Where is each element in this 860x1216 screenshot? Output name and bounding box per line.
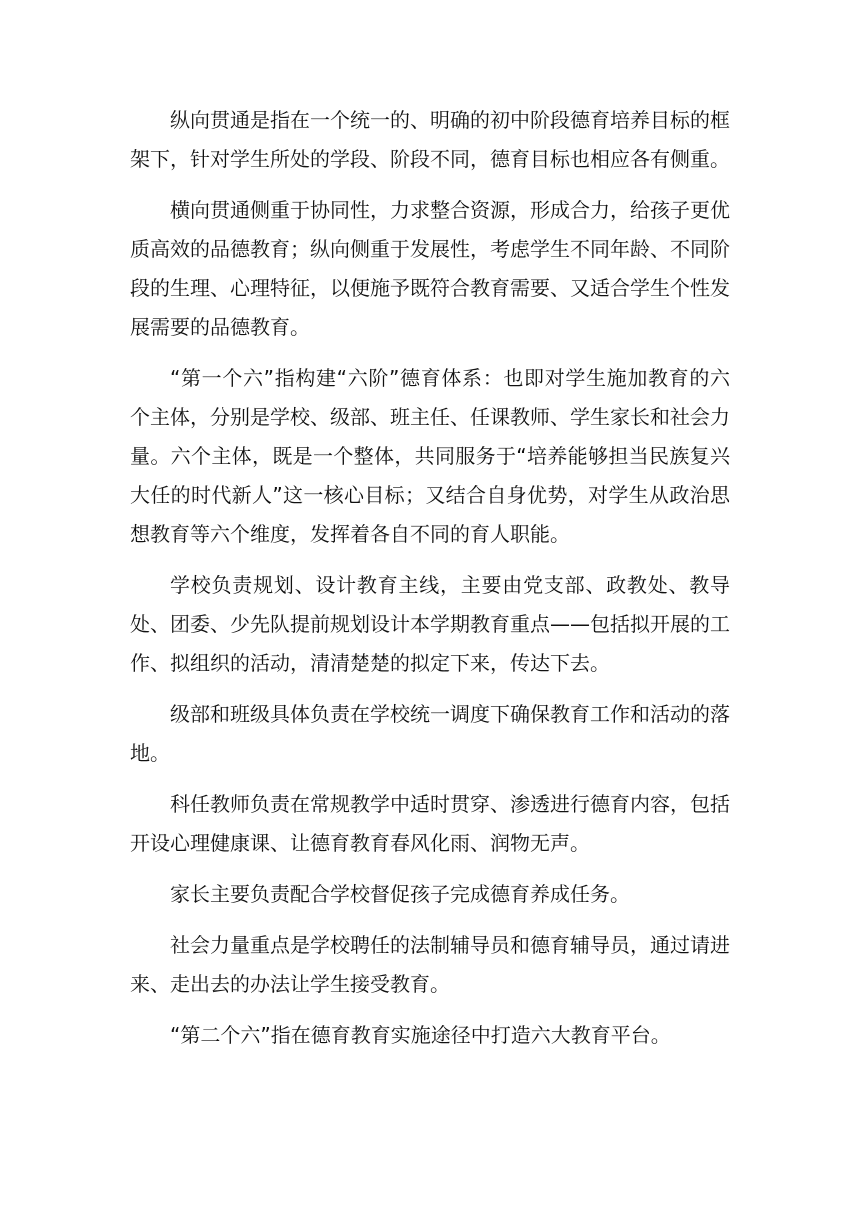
paragraph-vertical-integration: 纵向贯通是指在一个统一的、明确的初中阶段德育培养目标的框架下，针对学生所处的学段、阶段不同，德育目标也相应各有侧重。 — [130, 108, 730, 171]
paragraph-horizontal-integration: 横向贯通侧重于协同性，力求整合资源，形成合力，给孩子更优质高效的品德教育；纵向侧重于发展性，考虑学生不同年龄、不同阶段的生理、心理特征，以便施予既符合教育需要、又适合学生个性发展需要的品德教育。 — [130, 198, 730, 339]
paragraph-second-six: “第二个六”指在德育教育实施途径中打造六大教育平台。 — [170, 1023, 671, 1047]
paragraph-social-role: 社会力量重点是学校聘任的法制辅导员和德育辅导员，通过请进来、走出去的办法让学生接受教育。 — [130, 933, 730, 996]
paragraph-grade-class-role: 级部和班级具体负责在学校统一调度下确保教育工作和活动的落地。 — [130, 702, 730, 765]
paragraph-teacher-role: 科任教师负责在常规教学中适时贯穿、渗透进行德育内容，包括开设心理健康课、让德育教育春风化雨、润物无声。 — [130, 792, 730, 855]
paragraph-first-six: “第一个六”指构建“六阶”德育体系：也即对学生施加教育的六个主体，分别是学校、级部、班主任、任课教师、学生家长和社会力量。六个主体，既是一个整体，共同服务于“培养能够担当民族复兴大任的时代新人”这一核心目标；又结合自身优势，对学生从政治思想教育等六个维度，发挥着各自不同的育人职能。 — [130, 366, 730, 546]
document-body — [130, 101, 730, 1067]
paragraph-parent-role: 家长主要负责配合学校督促孩子完成德育养成任务。 — [170, 882, 630, 906]
paragraph-school-role: 学校负责规划、设计教育主线，主要由党支部、政教处、教导处、团委、少先队提前规划设计本学期教育重点——包括拟开展的工作、拟组织的活动，清清楚楚的拟定下来，传达下去。 — [130, 573, 730, 675]
